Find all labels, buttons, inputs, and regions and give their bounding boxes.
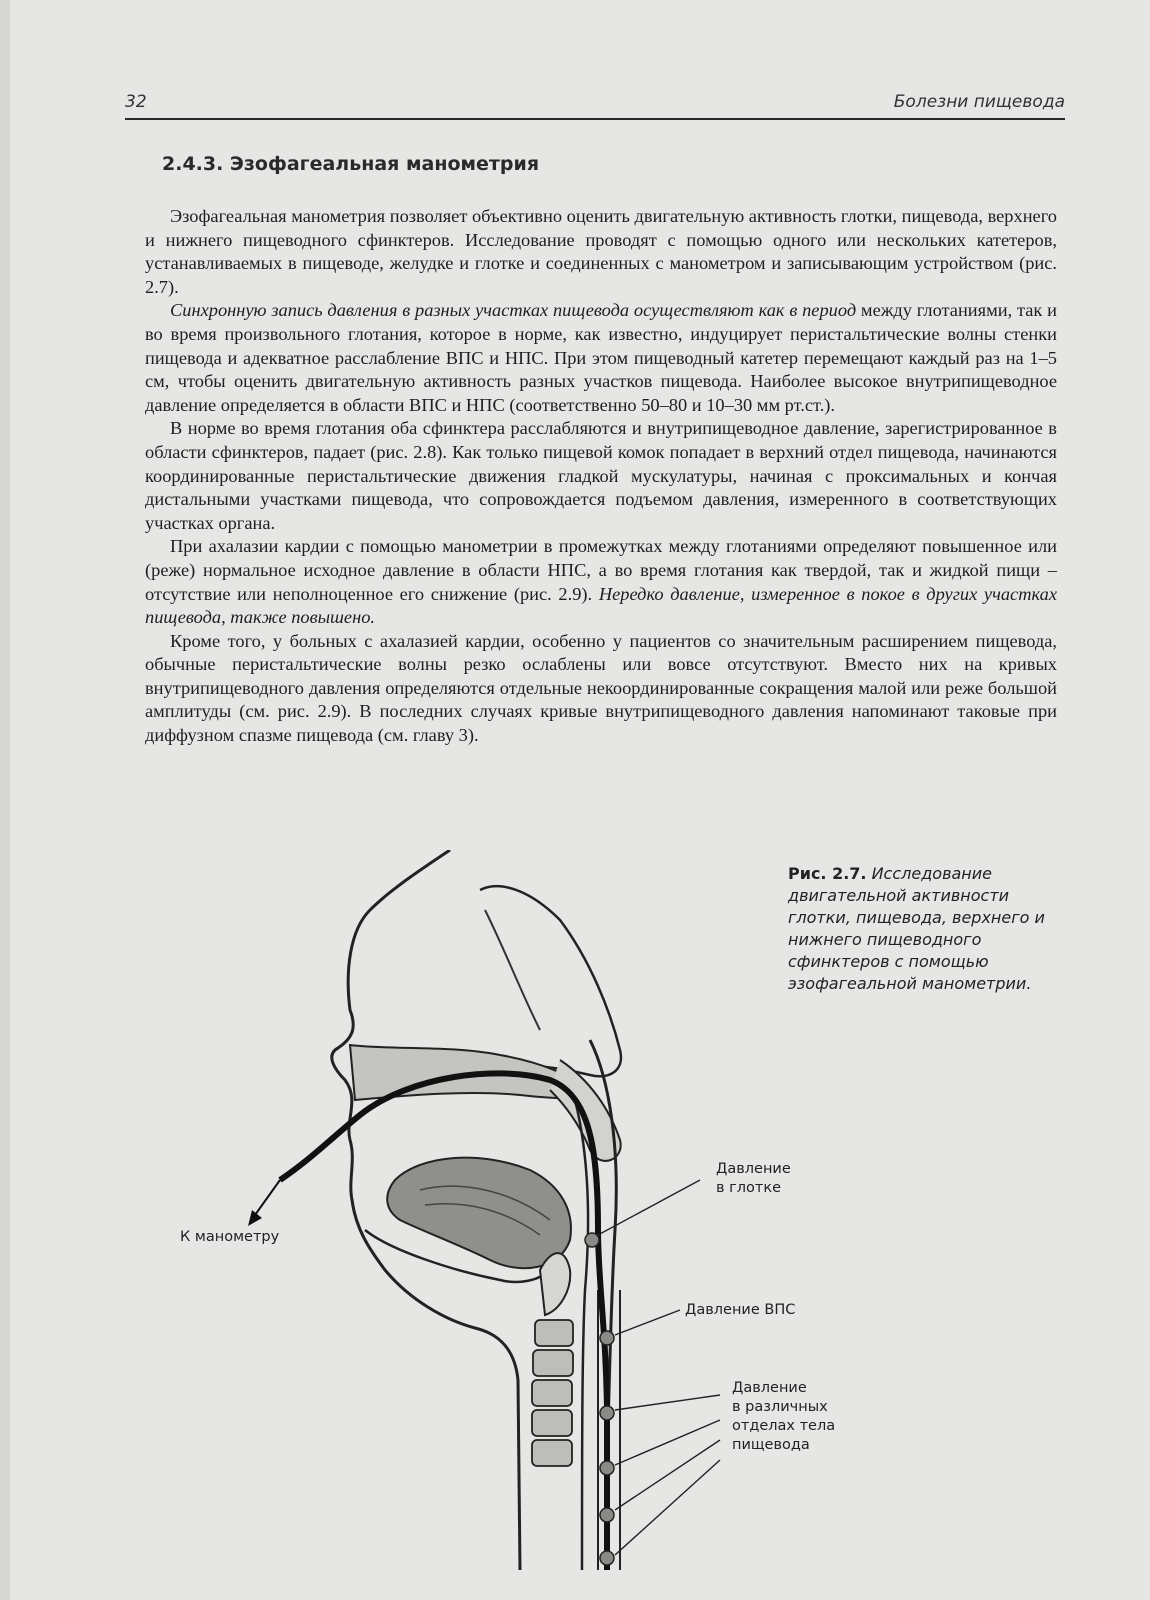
paragraph-text: Кроме того, у больных с ахалазией кардии, особенно у пациентов со значительным расширением пищевода, обычные перистальтические волны резко ослаблены или вовсе отсутствуют. Вместо них на кривых внутрипищеводного давления определяются отдельные некоординированные сокращения малой или реже большой амплитуды (см. рис. 2.9). В последних случаях кривые внутрипищеводного давления напоминают таковые при диффузном спазме пищевода (см. главу 3). — [145, 630, 1057, 746]
tongue — [387, 1158, 571, 1269]
section-title: 2.4.3. Эзофагеальная манометрия — [162, 153, 540, 175]
paragraph-text: Эзофагеальная манометрия позволяет объективно оценить двигательную активность глотки, пищевода, верхнего и нижнего пищеводного сфинктеров. Исследование проводят с помощью одного или нескольких катетеров, устанавливаемых в пищеводе, желудке и глотке и соединенных с манометром и записывающим устройством (рис. 2.7). — [145, 206, 1057, 297]
larynx — [540, 1253, 570, 1315]
paragraph-2 — [145, 299, 1057, 417]
caption-label: Рис. 2.7. — [788, 864, 867, 883]
arrow-head-icon — [248, 1210, 262, 1226]
page-header — [125, 92, 1065, 120]
paragraph-5 — [145, 630, 1057, 748]
pharynx-anterior-wall — [575, 1100, 588, 1570]
running-title: Болезни пищевода — [893, 92, 1065, 112]
leader-lines — [598, 1180, 720, 1555]
label-ues-pressure: Давление ВПС — [685, 1302, 796, 1318]
label-manometer: К манометру — [180, 1229, 280, 1245]
paragraph-text: между глотаниями, так и во время произвольного глотания, которое в норме, как известно, индуцирует перистальтические волны стенки пищевода и адекватное расслабление ВПС и НПС. При этом пищеводный катетер перемещают каждый раз на 1–5 см, чтобы оценить двигательную активность разных участков пищевода. Наиболее высокое внутрипищеводное давление определяется в области ВПС и НПС (соответственно 50–80 и 10–30 мм рт.ст.). — [145, 300, 1057, 415]
manometer-arrow — [255, 1180, 280, 1215]
paragraph-4 — [145, 535, 1057, 629]
label-pharynx-pressure: Давление в глотке — [716, 1161, 791, 1196]
page-edge — [0, 0, 10, 1600]
cervical-spine — [532, 1320, 573, 1466]
body-text — [145, 205, 1057, 748]
figure-caption — [788, 863, 1063, 995]
nasal-septum — [485, 910, 540, 1030]
paragraph-italic-tail: Нередко давление, измеренное в покое в других участках пищевода, также повышено. — [145, 583, 1057, 628]
paragraph-text: В норме во время глотания оба сфинктера расслабляются и внутрипищеводное давление, зарегистрированное в области сфинктеров, падает (рис. 2.8). Как только пищевой комок попадает в верхний отдел пищевода, начинаются координированные перистальтические движения гладкой мускулатуры, начиная с проксимальных и кончая дистальными участками пищевода, что сопровождается подъемом давления, измеренного в соответствующих участках органа. — [145, 418, 1057, 533]
paragraph-italic-lead: Синхронную запись давления в разных участках пищевода осуществляют как в период — [170, 300, 857, 321]
caption-text: Исследование двигательной активности глотки, пищевода, верхнего и нижнего пищеводного сфинктеров с помощью эзофагеальной манометрии. — [788, 864, 1045, 993]
page-number: 32 — [125, 92, 147, 112]
paragraph-3 — [145, 417, 1057, 535]
paragraph-text: При ахалазии кардии с помощью манометрии в промежутках между глотаниями определяют повышенное или (реже) нормальное исходное давление в области НПС, а во время глотания как твердой, так и жидкой пищи – отсутствие или неполноценное его снижение (рис. 2.9). — [145, 536, 1057, 604]
paragraph-1 — [145, 205, 1057, 299]
label-body-pressure: Давление в различных отделах тела пищевода — [732, 1380, 836, 1453]
